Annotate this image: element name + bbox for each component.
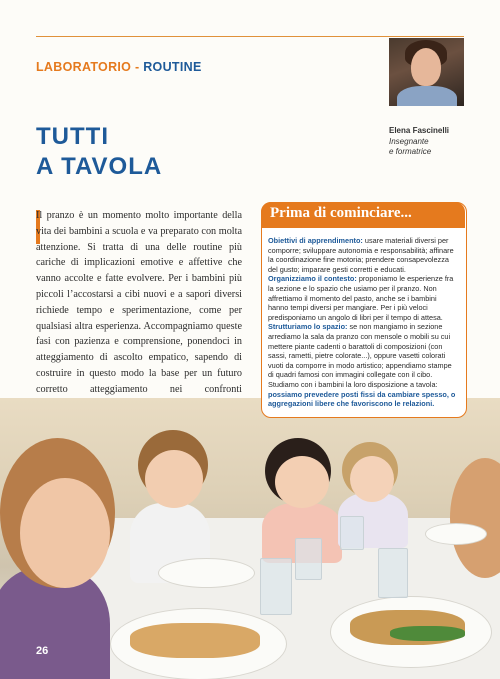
title-line-2: A TAVOLA [36,153,163,180]
objectives-label: Obiettivi di apprendimento: [268,236,363,245]
top-rule [36,36,464,37]
section-label: LABORATORIO [36,60,132,74]
article-title [36,122,162,182]
article-body: Il pranzo è un momento molto importante della vita dei bambini a scuola e va preparato con molta attenzione. Si tratta di una delle routine più cariche di implicazioni emotive e affettive che vanno accolte e fatte evolvere. Per i bambini più piccoli l’accostarsi a cibi nuovi e a sapori diversi richiede tempo e sperimentazione, come per qualsiasi altra esperienza. Accompagniamo queste fasi con pazienza e comprensione, ponendoci in atteggiamento di ascolto empatico, sapendo di costruire in questo modo la base per un futuro corretto atteggiamento nei confronti [36,210,242,395]
author-name: Elena Fascinelli [389,126,450,135]
section-kicker [36,60,202,74]
objectives-text: usare materiali diversi per comporre; sviluppare autonomia e responsabilità; affinare la coordinazione fine motoria; prendere consapevolezza del gusto; imparare gesti corretti e educati. [268,236,454,274]
sidebar-box-title: Prima di cominciare... [270,205,412,221]
section-separator: - [134,60,140,74]
children-eating-photo [0,398,500,679]
author-portrait [389,38,464,106]
seating-text: Studiamo con i bambini la loro disposizione a tavola: [268,379,438,389]
context-label: Organizziamo il contesto: [268,274,357,284]
subsection-label: ROUTINE [143,60,202,74]
context-text: proponiamo le esperienze fra la sezione e lo spazio che usiamo per il pranzo. Non affrettiamo il momento del pasto, anche se i bambini hanno tempi diversi per mangiare. Per i più veloci predisponiamo un angolo di libri per il tempo di attesa. [268,274,454,322]
page-number: 26 [36,645,49,657]
space-label: Strutturiamo lo spazio: [268,322,348,332]
sidebar-box-text [268,236,458,409]
author-role-1: Insegnante [389,136,429,146]
author-role-2: e formatrice [389,147,432,156]
author-credit [389,126,449,158]
title-line-1: TUTTI [36,123,109,150]
space-text: se non mangiamo in sezione arrediamo la sala da pranzo con mensole o mobili su cui mettere piante cadenti o barattoli di composizioni (con sassi, rametti, pietre colorate...), oppure vasetti colorati vuoti da comporre in modo artistico; appendiamo stampe di quadri famosi con immagini collegate con il cibo. [268,322,452,380]
seating-highlight: possiamo prevedere posti fissi da cambiare spesso, o aggregazioni libere che favoriscono le relazioni. [268,389,456,409]
